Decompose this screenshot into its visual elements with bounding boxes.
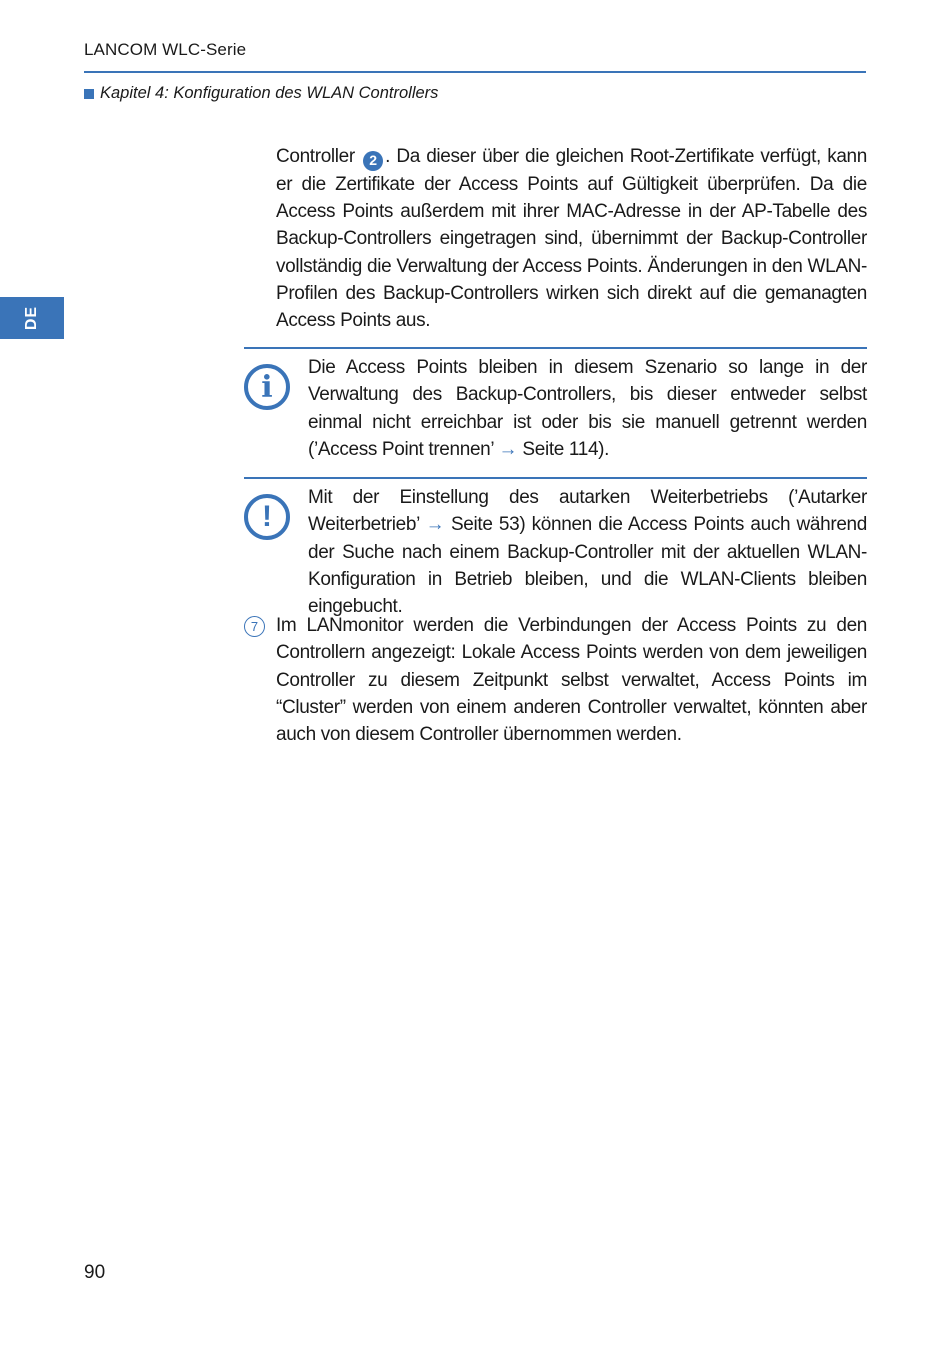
- header-rule: [84, 71, 866, 73]
- paragraph-text-part1: Controller: [276, 146, 362, 167]
- note-rule: [244, 477, 867, 479]
- chapter-title: Kapitel 4: Konfiguration des WLAN Controllers: [100, 84, 439, 102]
- warning-note: [244, 477, 867, 618]
- language-tab: [0, 297, 64, 339]
- paragraph-lanmonitor: Im LANmonitor werden die Verbindungen der Access Points zu den Controllern angezeigt: Lokale Access Points werden von dem jeweiligen Controller zu diesem Zeitpunkt selbst verwaltet, Access Points im “Cluster” werden von einem anderen Controller verwaltet, könnten aber auch von diesem Controller übernommen werden.: [276, 615, 867, 746]
- info-note-text: [308, 354, 867, 463]
- warning-note-text-end: Seite 53) können die Access Points auch während der Suche nach einem Backup-Controller mit der aktuellen WLAN-Konfiguration in Betrieb bleiben, und die WLAN-Clients bleiben eingebucht.: [308, 514, 867, 618]
- info-note-text-start: Die Access Points bleiben in diesem Szenario so lange in der Verwaltung des Backup-Controllers, bis dieser entweder selbst einmal nicht erreichbar ist oder bis sie manuell getrennt werden (’Access Point trennen’: [308, 357, 867, 460]
- step-number-badge: 2: [363, 151, 383, 171]
- info-note-text-end: Seite 114).: [517, 438, 610, 460]
- running-header-title: LANCOM WLC-Serie: [84, 40, 247, 59]
- page-number: 90: [84, 1262, 106, 1283]
- exclamation-icon: !: [244, 494, 290, 540]
- arrow-right-icon: →: [498, 438, 518, 460]
- warning-note-text-start: Mit der Einstellung des autarken Weiterbetriebs (’Autarker Weiterbetrieb’: [308, 487, 867, 536]
- warning-note-text: [308, 484, 867, 620]
- info-icon: i: [244, 364, 290, 410]
- note-rule: [244, 347, 867, 349]
- chapter-heading: [84, 84, 438, 103]
- language-tab-label: DE: [22, 305, 40, 331]
- step-marker-icon: 7: [244, 616, 265, 637]
- arrow-right-icon: →: [425, 514, 445, 536]
- paragraph-controller: [276, 143, 867, 334]
- info-note: [244, 347, 867, 460]
- bullet-square-icon: [84, 89, 94, 99]
- paragraph-text-part2: . Da dieser über die gleichen Root-Zertifikate verfügt, kann er die Zertifikate der Access Points auf Gültigkeit überprüfen. Da die Access Points außerdem mit ihrer MAC-Adresse in der AP-Tabelle des Backup-Controllers eingetragen sind, übernimmt der Backup-Controller vollständig die Verwaltung der Access Points. Änderungen in den WLAN-Profilen des Backup-Controllers wirken sich direkt auf die gemanagten Access Points aus.: [276, 146, 867, 332]
